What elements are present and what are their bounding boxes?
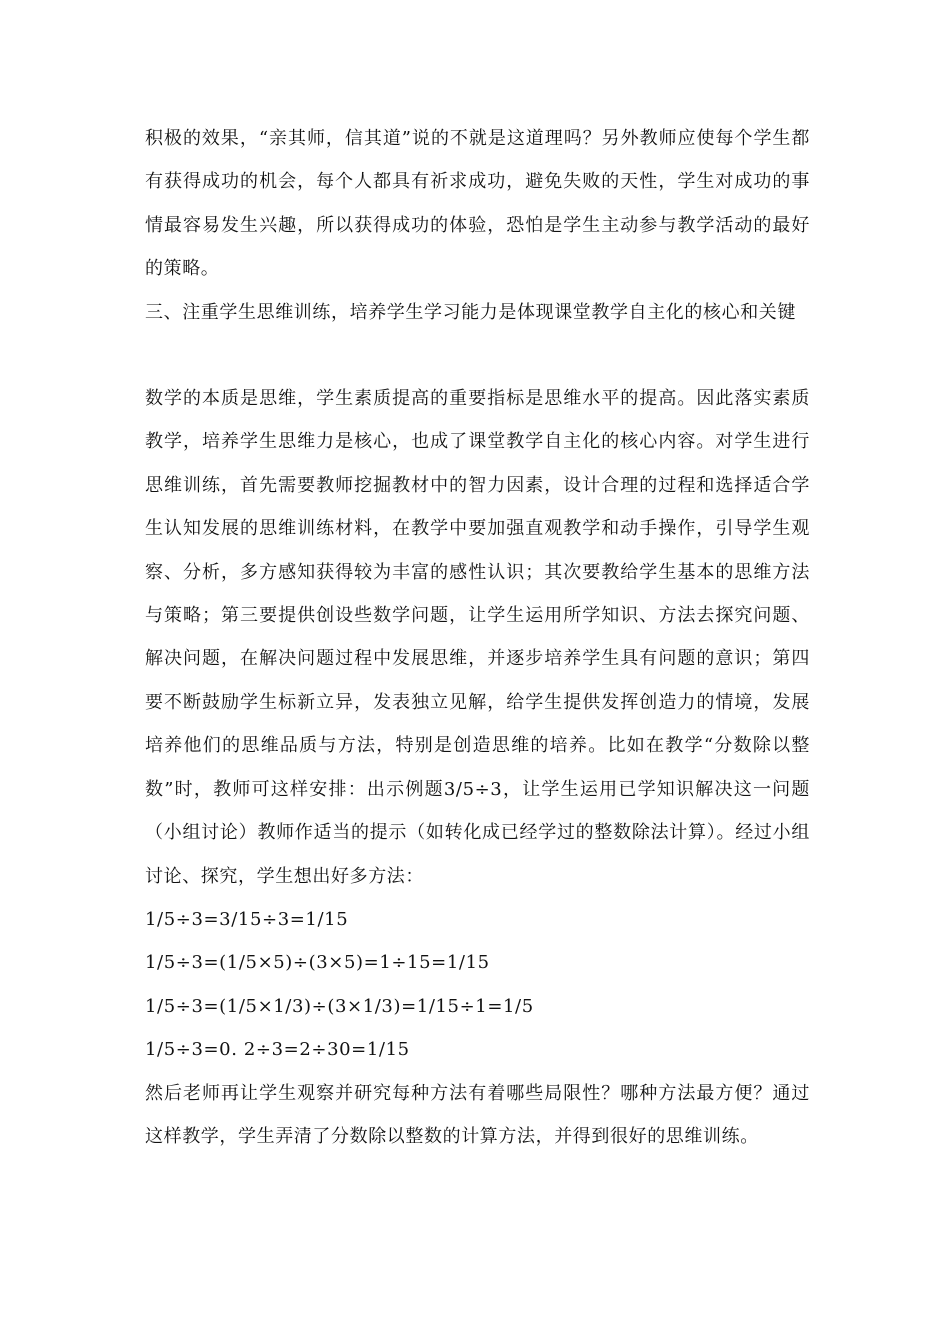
document-body: [145, 117, 810, 1158]
paragraph-conclusion: 然后老师再让学生观察并研究每种方法有着哪些局限性？哪种方法最方便？通过这样教学，学生弄清了分数除以整数的计算方法，并得到很好的思维训练。: [145, 1082, 810, 1147]
formula-method-4: 1/5÷3=0. 2÷3=2÷30=1/15: [145, 1039, 410, 1061]
paragraph-success-experience: 积极的效果，“亲其师，信其道”说的不就是这道理吗？另外教师应使每个学生都有获得成功的机会，每个人都具有祈求成功，避免失败的天性，学生对成功的事情最容易发生兴趣，所以获得成功的体验，恐怕是学生主动参与教学活动的最好的策略。: [145, 128, 810, 280]
formula-method-2: 1/5÷3=(1/5×5)÷(3×5)=1÷15=1/15: [145, 952, 490, 974]
section-heading-three: 三、注重学生思维训练，培养学生学习能力是体现课堂教学自主化的核心和关键: [145, 301, 796, 323]
paragraph-thinking-training: 数学的本质是思维，学生素质提高的重要指标是思维水平的提高。因此落实素质教学，培养学生思维力是核心，也成了课堂教学自主化的核心内容。对学生进行思维训练，首先需要教师挖掘教材中的智力因素，设计合理的过程和选择适合学生认知发展的思维训练材料，在教学中要加强直观教学和动手操作，引导学生观察、分析，多方感知获得较为丰富的感性认识；其次要教给学生基本的思维方法与策略；第三要提供创设些数学问题，让学生运用所学知识、方法去探究问题、解决问题，在解决问题过程中发展思维，并逐步培养学生具有问题的意识；第四要不断鼓励学生标新立异，发表独立见解，给学生提供发挥创造力的情境，发展培养他们的思维品质与方法，特别是创造思维的培养。比如在教学“分数除以整数”时，教师可这样安排：出示例题3/5÷3，让学生运用已学知识解决这一问题（小组讨论）教师作适当的提示（如转化成已经学过的整数除法计算）。经过小组讨论、探究，学生想出好多方法：: [145, 388, 810, 887]
formula-method-1: 1/5÷3=3/15÷3=1/15: [145, 908, 349, 930]
formula-method-3: 1/5÷3=(1/5×1/3)÷(3×1/3)=1/15÷1=1/5: [145, 995, 534, 1017]
